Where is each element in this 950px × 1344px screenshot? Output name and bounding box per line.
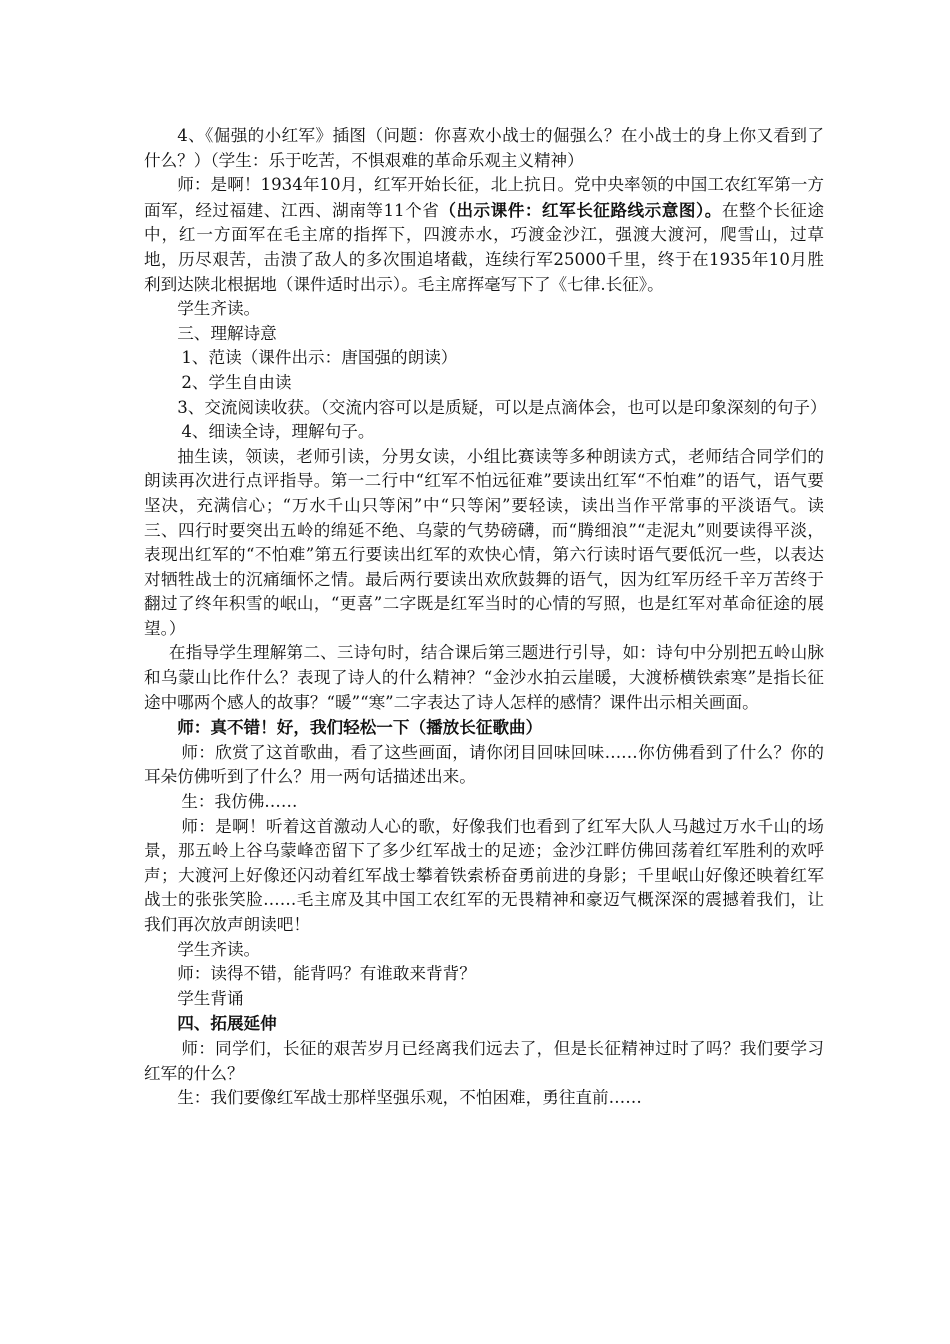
text-run: 2、学生自由读 [181, 372, 292, 392]
text-run: 师：同学们，长征的艰苦岁月已经离我们远去了，但是长征精神过时了吗？我们要学习红军的什么？ [144, 1038, 824, 1083]
text-run: 1、范读（课件出示：唐国强的朗读） [181, 348, 458, 368]
paragraph-p4 [144, 322, 824, 347]
paragraph-p2 [144, 173, 824, 297]
text-run: 在整个长征途中，红一方面军在毛主席的指挥下，四渡赤水，巧渡金沙江，强渡大渡河，爬雪山，过草地，历尽艰苦，击溃了敌人的多次围追堵截，连续行军25000千里，终于在1935年10月胜利到达陕北根据地（课件适时出示）。毛主席挥毫写下了《七律.长征》。 [144, 200, 825, 294]
text-run: 学生齐读。 [177, 299, 261, 319]
paragraph-p5 [144, 346, 824, 371]
text-run: 学生齐读。 [177, 939, 261, 959]
text-run: 三、理解诗意 [177, 323, 277, 343]
paragraph-p9 [144, 445, 824, 642]
text-run: 抽生读，领读，老师引读，分男女读，小组比赛读等多种朗读方式，老师结合同学们的朗读再次进行点评指导。第一二行中“红军不怕远征难”要读出红军“不怕难”的语气，语气要坚决，充满信心；“万水千山只等闲”中“只等闲”要轻读，读出当作平常事的平淡语气。读三、四行时要突出五岭的绵延不绝、乌蒙的气势磅礴，而“腾细浪”“走泥丸”则要读得平淡，表现出红军的“不怕难”第五行要读出红军的欢快心情，第六行读时语气要低沉一些，以表达对牺牲战士的沉痛缅怀之情。最后两行要读出欢欣鼓舞的语气，因为红军历经千辛万苦终于翻过了终年积雪的岷山，“更喜”二字既是红军当时的心情的写照，也是红军对革命征途的展望。） [144, 446, 824, 638]
text-run: 3、交流阅读收获。（交流内容可以是质疑，可以是点滴体会，也可以是印象深刻的句子） [177, 397, 827, 417]
paragraph-p20 [144, 1086, 824, 1111]
paragraph-p7 [144, 396, 827, 421]
text-run: 师：真不错！好，我们轻松一下（播放长征歌曲） [177, 717, 543, 738]
paragraph-p17 [144, 987, 824, 1012]
text-run: 师：读得不错，能背吗？有谁敢来背背？ [177, 964, 476, 984]
text-run: 学生背诵 [177, 988, 244, 1008]
text-run: 师：是啊！听着这首激动人心的歌，好像我们也看到了红军大队人马越过万水千山的场景，那五岭上谷乌蒙峰峦留下了多少红军战士的足迹；金沙江畔仿佛回荡着红军胜利的欢呼声；大渡河上好像还闪动着红军战士攀着铁索桥奋勇前进的身影；千里岷山好像还映着红军战士的张张笑脸……毛主席及其中国工农红军的无畏精神和豪迈气概深深的震撼着我们，让我们再次放声朗读吧！ [144, 816, 824, 934]
text-run: 生：我们要像红军战士那样坚强乐观，不怕困难，勇往直前…… [177, 1088, 642, 1108]
paragraph-p6 [144, 371, 824, 396]
paragraph-p1 [144, 124, 824, 173]
paragraph-p13 [144, 790, 824, 815]
text-run: 4、细读全诗，理解句子。 [181, 422, 375, 442]
text-run: 师：欣赏了这首歌曲，看了这些画面，请你闭目回味回味……你仿佛看到了什么？你的耳朵仿佛听到了什么？用一两句话描述出来。 [144, 742, 824, 787]
text-run: 4、《倔强的小红军》插图（问题：你喜欢小战士的倔强么？在小战士的身上你又看到了什么？）（学生：乐于吃苦，不惧艰难的革命乐观主义精神） [144, 126, 824, 170]
text-run: 在指导学生理解第二、三诗句时，结合课后第三题进行引导，如：诗句中分别把五岭山脉和乌蒙山比作什么？表现了诗人的什么精神？“金沙水拍云崖暖，大渡桥横铁索寒”是指长征途中哪两个感人的故事？“暖”“寒”二字表达了诗人怎样的感情？课件出示相关画面。 [144, 643, 824, 712]
text-run: 四、拓展延伸 [177, 1013, 277, 1034]
paragraph-p14 [144, 815, 824, 938]
paragraph-p18 [144, 1011, 824, 1037]
paragraph-p15 [144, 938, 824, 963]
paragraph-p8 [144, 420, 824, 445]
text-run: 师：是啊！1934年10月，红军开始长征，北上抗日。党中央率领的中国工农红军第一方面军，经过福建、江西、湖南等11个省 [144, 175, 824, 220]
paragraph-p3 [144, 297, 824, 322]
paragraph-p12 [144, 741, 824, 790]
paragraph-p16 [144, 962, 824, 987]
text-run: 生：我仿佛…… [181, 792, 298, 812]
paragraph-p19 [144, 1037, 824, 1086]
paragraph-p10 [144, 641, 824, 715]
text-run: （出示课件：红军长征路线示意图）。 [439, 199, 722, 220]
document-page [144, 124, 827, 1111]
paragraph-p11 [144, 715, 824, 741]
